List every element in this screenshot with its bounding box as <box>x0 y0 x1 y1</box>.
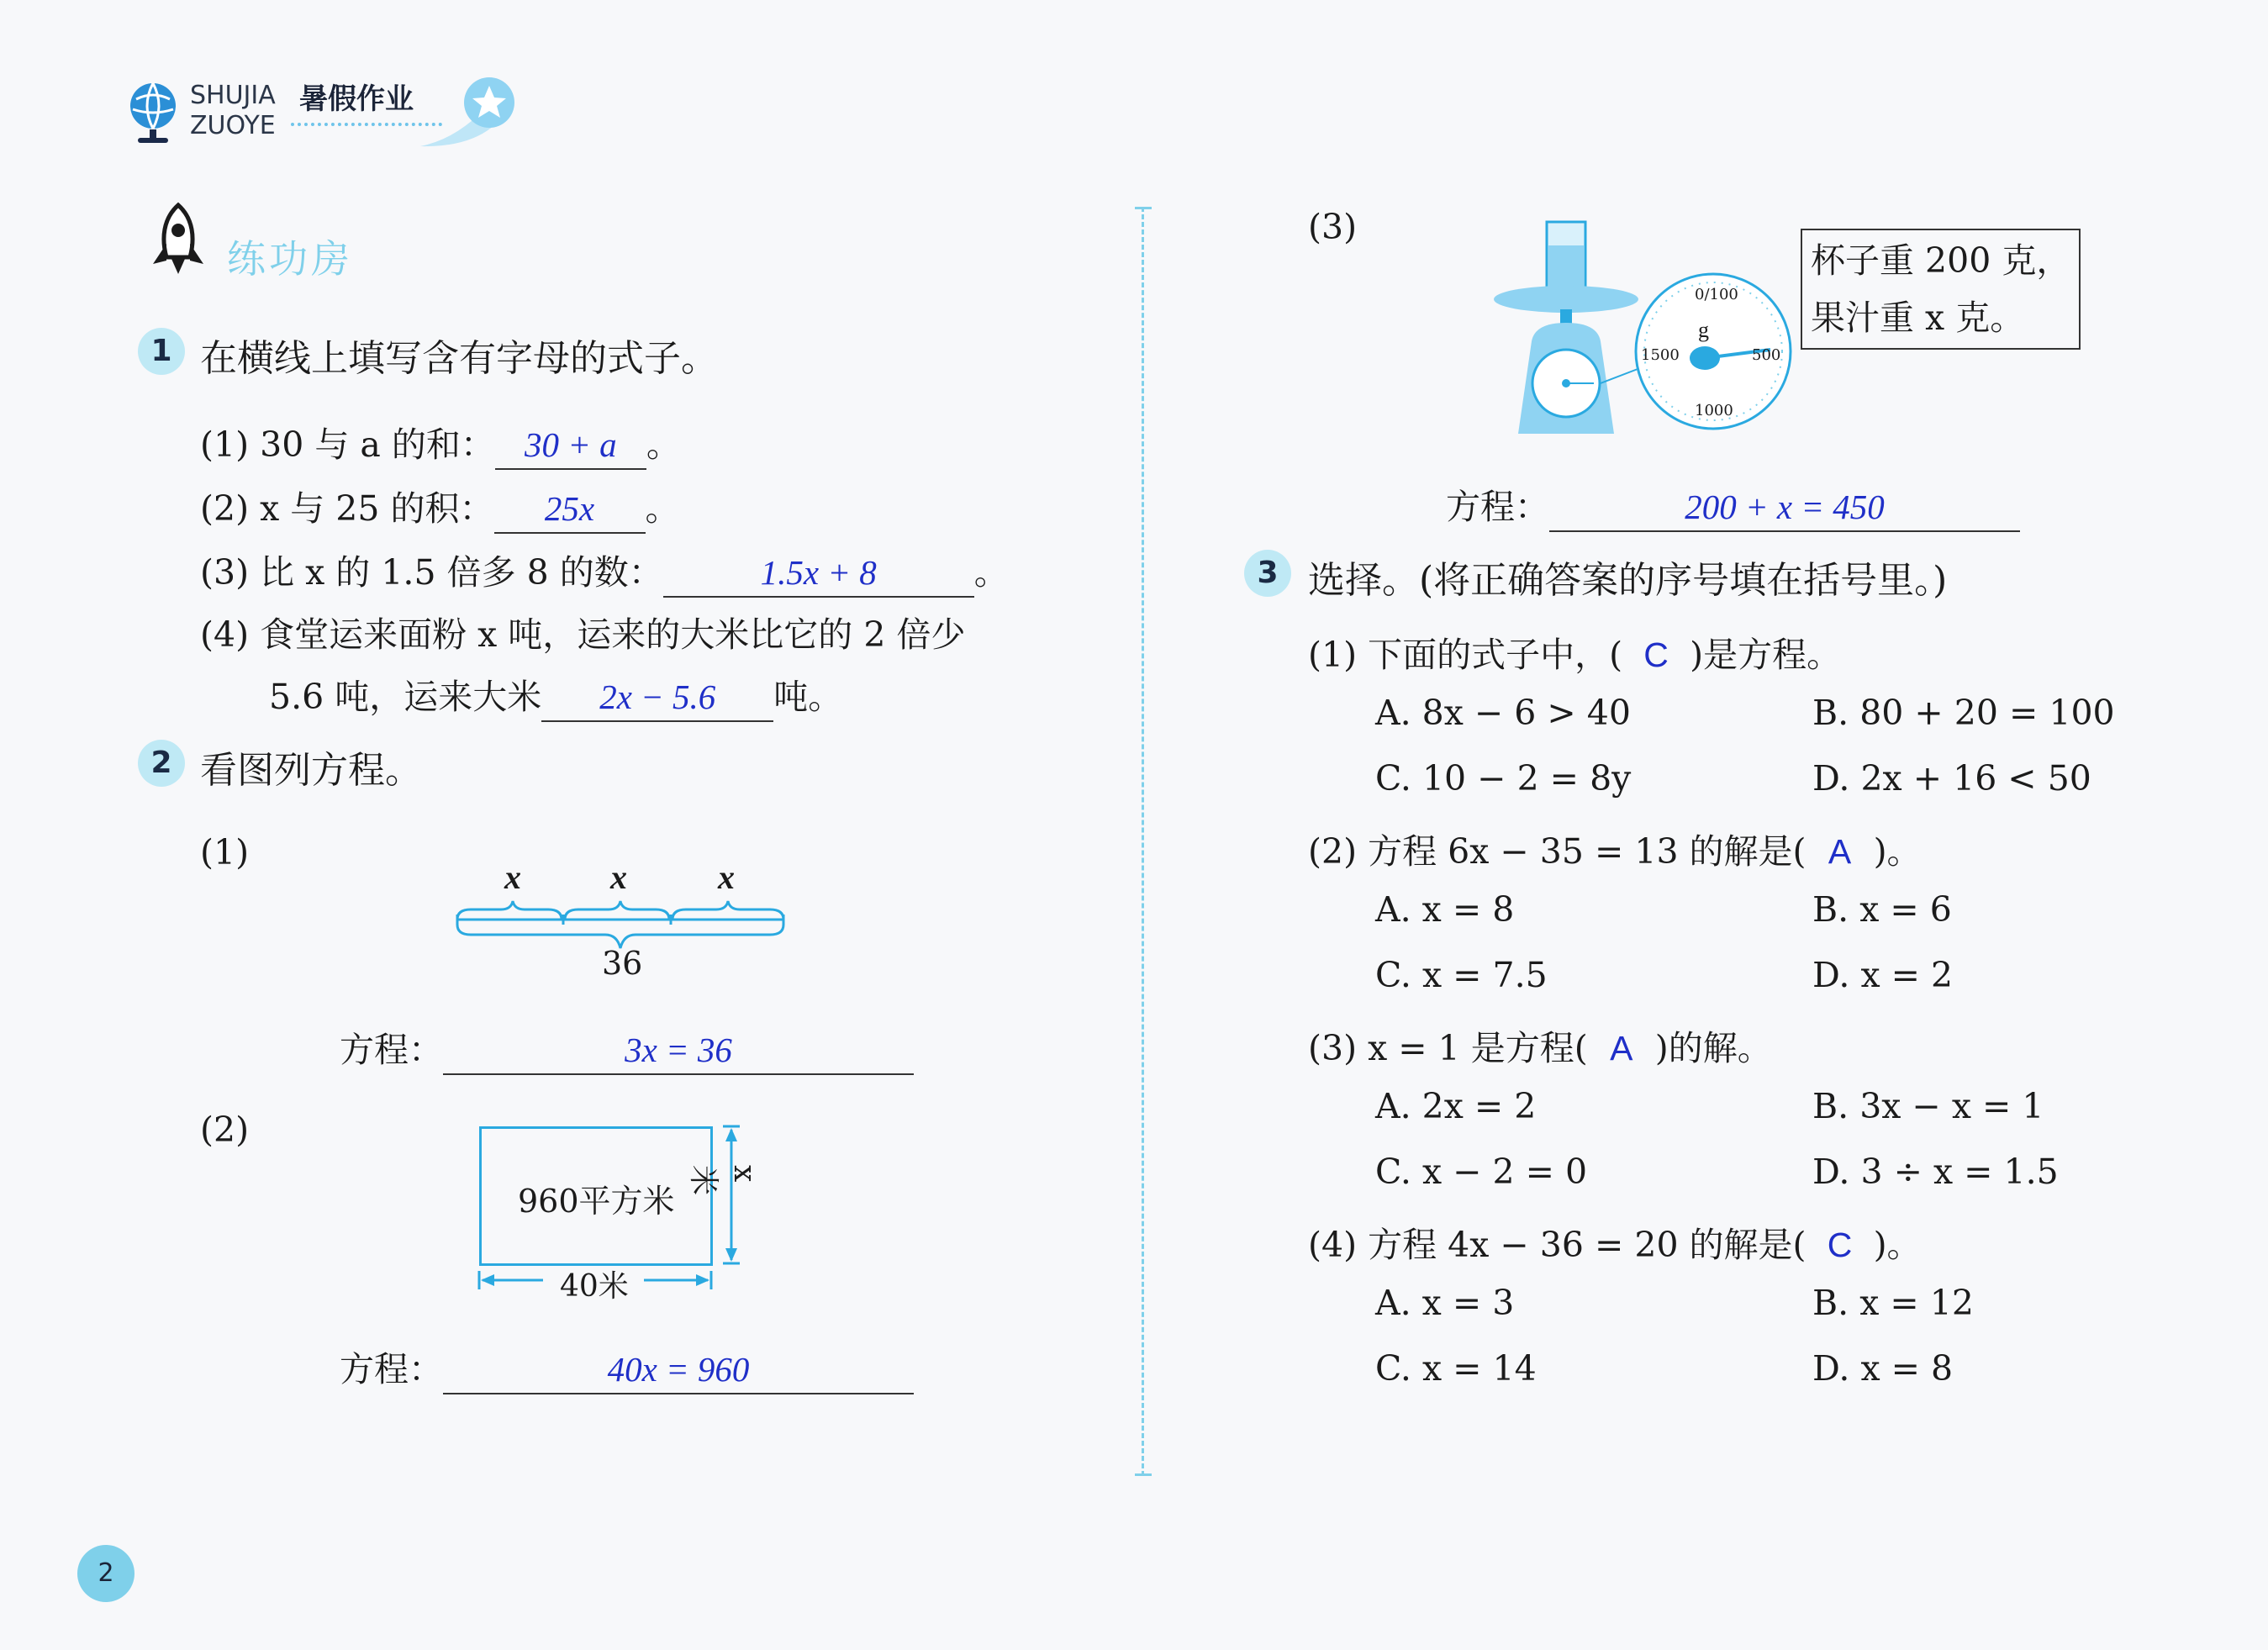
q1-item-2-answer: 25x <box>544 489 595 528</box>
q1-item-4-prefix2: 5.6 吨，运来大米 <box>269 677 542 717</box>
logo <box>126 74 521 158</box>
q1-item-4-line1: (4) 食堂运来面粉 x 吨，运来的大米比它的 2 倍少 <box>200 614 966 655</box>
q3-3-stem <box>1308 1020 1772 1070</box>
scale-note-line2: 果汁重 x 克。 <box>1811 298 2025 338</box>
q3-3-option-d: D. 3 ÷ x = 1.5 <box>1812 1152 2059 1192</box>
segment-label-3: x <box>718 858 735 896</box>
q2-part2-equation <box>340 1342 914 1394</box>
q2-part1-answer: 3x = 36 <box>625 1031 732 1069</box>
q3-title: 选择。(将正确答案的序号填在括号里。) <box>1308 559 1948 602</box>
q1-item-1-prefix: (1) 30 与 a 的和： <box>200 424 495 465</box>
q1-number-badge: 1 <box>138 328 185 375</box>
q1-item-3-suffix: 。 <box>973 552 1009 593</box>
q1-item-4-answer: 2x − 5.6 <box>599 677 716 716</box>
scale-mark-1500: 1500 <box>1641 346 1680 364</box>
q3-3-stem-pre: (3) x = 1 是方程( <box>1308 1028 1588 1068</box>
rectangle-width: 40米 <box>560 1269 629 1304</box>
q1-item-3-prefix: (3) 比 x 的 1.5 倍多 8 的数： <box>200 552 663 593</box>
q2-part3-eq-label: 方程： <box>1446 487 1549 527</box>
q2-part3-blank <box>1549 490 2020 532</box>
q3-3-answer: A <box>1610 1029 1633 1067</box>
q3-2-stem-post: )。 <box>1873 831 1922 872</box>
logo-line1: SHUJIA <box>190 81 276 110</box>
q3-1-stem-post: )是方程。 <box>1690 635 1842 675</box>
scale-unit: g <box>1698 318 1709 342</box>
q3-4-answer: C <box>1827 1226 1853 1264</box>
rocket-icon <box>145 202 212 277</box>
q2-part2-label: (2) <box>200 1110 250 1150</box>
q3-3-option-a: A. 2x = 2 <box>1375 1086 1537 1126</box>
q2-title: 看图列方程。 <box>200 749 422 792</box>
q1-item-4-suffix: 吨。 <box>773 677 843 717</box>
scale-note <box>1801 229 2081 350</box>
q2-part3-equation <box>1446 479 2020 532</box>
q1-title: 在横线上填写含有字母的式子。 <box>200 337 718 380</box>
q3-4-option-a: A. x = 3 <box>1375 1283 1515 1323</box>
page-number: 2 <box>77 1545 134 1602</box>
q3-4-option-d: D. x = 8 <box>1812 1348 1954 1389</box>
q2-part2-answer: 40x = 960 <box>607 1350 750 1389</box>
rectangle-area: 960平方米 <box>518 1183 675 1220</box>
page-divider <box>1142 207 1144 1476</box>
q1-item-1-answer: 30 + a <box>524 425 617 464</box>
rectangle-diagram <box>476 1123 762 1304</box>
q3-2-stem <box>1308 824 1922 873</box>
q1-item-2-blank <box>494 489 646 534</box>
q1-item-1 <box>200 417 681 470</box>
q2-part1-label: (1) <box>200 832 250 872</box>
q2-part2-eq-label: 方程： <box>340 1349 443 1389</box>
logo-title: 暑假作业 <box>299 82 414 116</box>
q3-2-answer: A <box>1828 832 1852 871</box>
scale-mark-0: 0/100 <box>1695 286 1738 303</box>
section-title: 练功房 <box>227 236 353 282</box>
q3-2-stem-pre: (2) 方程 6x − 35 = 13 的解是( <box>1308 831 1806 872</box>
q1-item-2-prefix: (2) x 与 25 的积： <box>200 488 494 529</box>
q2-part3-label: (3) <box>1308 207 1358 247</box>
q2-part1-blank <box>443 1033 914 1075</box>
q3-4-stem-post: )。 <box>1873 1225 1922 1265</box>
q1-item-2 <box>200 481 680 534</box>
q2-part1-equation <box>340 1022 914 1075</box>
q3-4-stem-pre: (4) 方程 4x − 36 = 20 的解是( <box>1308 1225 1806 1265</box>
q3-2-option-c: C. x = 7.5 <box>1375 955 1548 995</box>
q3-1-answer: C <box>1643 635 1669 674</box>
q1-item-1-suffix: 。 <box>646 424 681 465</box>
scale-mark-500: 500 <box>1752 346 1781 364</box>
q3-1-stem <box>1308 627 1841 677</box>
q2-part1-eq-label: 方程： <box>340 1030 443 1070</box>
segment-label-1: x <box>504 858 521 896</box>
q2-part2-blank <box>443 1352 914 1394</box>
q3-2-option-d: D. x = 2 <box>1812 955 1954 995</box>
q3-1-option-d: D. 2x + 16 < 50 <box>1812 758 2091 799</box>
scale-icon <box>1493 215 1796 442</box>
globe-icon <box>126 77 180 148</box>
q1-item-1-blank <box>495 425 646 470</box>
q1-item-3-blank <box>663 553 974 598</box>
q3-4-stem <box>1308 1217 1922 1267</box>
q1-item-3-answer: 1.5x + 8 <box>760 553 877 592</box>
rectangle-height: x米 <box>686 1165 762 1196</box>
q3-3-option-c: C. x − 2 = 0 <box>1375 1152 1588 1192</box>
q1-item-4-blank <box>541 677 773 722</box>
q1-item-4-line2 <box>269 669 842 722</box>
q2-part3-answer: 200 + x = 450 <box>1685 488 1885 526</box>
q3-1-option-c: C. 10 − 2 = 8y <box>1375 758 1632 799</box>
star-swoosh-icon <box>412 71 521 155</box>
segment-label-2: x <box>610 858 627 896</box>
q3-1-option-a: A. 8x − 6 > 40 <box>1375 693 1631 733</box>
q3-3-option-b: B. 3x − x = 1 <box>1812 1086 2044 1126</box>
q3-2-option-b: B. x = 6 <box>1812 889 1952 930</box>
q3-number-badge: 3 <box>1244 550 1291 597</box>
q3-2-option-a: A. x = 8 <box>1375 889 1515 930</box>
q3-4-option-b: B. x = 12 <box>1812 1283 1974 1323</box>
scale-note-line1: 杯子重 200 克， <box>1811 240 2071 281</box>
q2-number-badge: 2 <box>138 740 185 787</box>
q1-item-2-suffix: 。 <box>645 488 680 529</box>
segment-diagram <box>454 857 790 983</box>
q3-3-stem-post: )的解。 <box>1654 1028 1772 1068</box>
q1-item-3 <box>200 545 1009 598</box>
logo-line2: ZUOYE <box>190 111 276 140</box>
q3-1-stem-pre: (1) 下面的式子中，( <box>1308 635 1623 675</box>
scale-mark-1000: 1000 <box>1695 402 1733 419</box>
segment-total: 36 <box>602 945 643 982</box>
q3-1-option-b: B. 80 + 20 = 100 <box>1812 693 2115 733</box>
q3-4-option-c: C. x = 14 <box>1375 1348 1537 1389</box>
kitchen-scale <box>1493 215 1796 442</box>
